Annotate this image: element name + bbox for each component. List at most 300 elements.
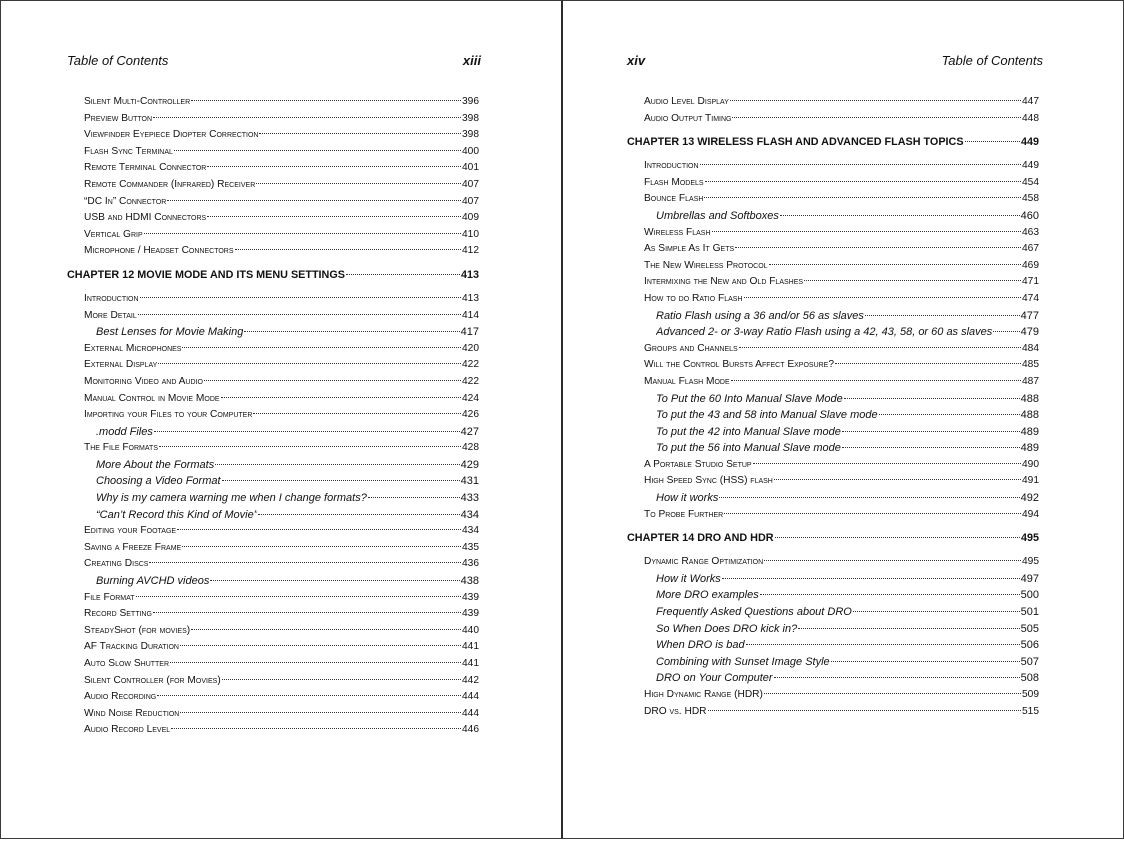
toc-entry-title: Silent Multi-Controller (84, 96, 191, 107)
toc-page-number: 407 (462, 178, 479, 190)
toc-entry-title: Groups and Channels (644, 342, 738, 354)
toc-entry (67, 127, 479, 144)
toc-page-number: 407 (462, 195, 479, 207)
toc-entry-title: Silent Controller (for Movies) (84, 674, 221, 686)
dot-leader (700, 164, 1021, 165)
dot-leader (780, 215, 1020, 216)
toc-entry (627, 94, 1039, 111)
dot-leader (764, 560, 1021, 561)
dot-leader (174, 150, 461, 151)
toc-entry-title: Wind Noise Reduction (84, 707, 180, 719)
toc-entry (627, 374, 1039, 391)
toc-page-number: 449 (1020, 136, 1039, 149)
toc-entry (627, 440, 1039, 457)
toc-entry (627, 341, 1039, 358)
toc-entry (627, 407, 1039, 424)
toc-entry-title: Importing your Files to your Computer (84, 409, 253, 421)
toc-entry (67, 523, 479, 540)
toc-entry (627, 473, 1039, 490)
toc-page-number: 441 (462, 641, 479, 653)
toc-chapter-entry (627, 530, 1039, 547)
toc-entry-title: Flash Sync Terminal (84, 145, 173, 157)
toc-entry (627, 670, 1039, 687)
toc-list (627, 94, 1039, 720)
toc-page-number: 401 (462, 162, 479, 174)
dot-leader (157, 695, 461, 696)
toc-page-number: 505 (1020, 622, 1039, 635)
toc-page-number: 420 (462, 342, 479, 354)
dot-leader (732, 117, 1021, 118)
toc-entry-title: Audio Level Display (644, 96, 729, 107)
toc-entry-title: Ratio Flash using a 36 and/or 56 as slaves (656, 309, 864, 322)
toc-entry-title: Choosing a Video Format (96, 475, 221, 488)
toc-entry-title: To Put the 60 Into Manual Slave Mode (656, 392, 843, 405)
dot-leader (842, 431, 1020, 432)
toc-page-number: 474 (1022, 292, 1039, 304)
toc-entry (67, 194, 479, 211)
toc-entry (627, 704, 1039, 721)
dot-leader (744, 297, 1021, 298)
toc-entry-title: To put the 42 into Manual Slave mode (656, 425, 841, 438)
toc-entry-title: Will the Control Bursts Affect Exposure? (644, 359, 835, 371)
toc-entry-title: High Dynamic Range (HDR) (644, 689, 763, 700)
running-head-title: Table of Contents (67, 53, 169, 68)
toc-entry (67, 573, 479, 590)
toc-entry-title: AF Tracking Duration (84, 641, 179, 653)
toc-entry-title: Remote Terminal Connector (84, 162, 207, 174)
toc-entry (627, 687, 1039, 704)
dot-leader (191, 629, 461, 630)
toc-page-number: 497 (1020, 572, 1039, 585)
dot-leader (215, 464, 459, 465)
toc-entry-title: “Can’t Record this Kind of Movie” (96, 508, 258, 521)
toc-entry (67, 391, 479, 408)
toc-entry-title: “DC In” Connector (84, 195, 167, 207)
toc-page-number: 485 (1022, 359, 1039, 371)
dot-leader (865, 315, 1020, 316)
toc-entry-title: Record Setting (84, 608, 152, 620)
toc-entry (627, 654, 1039, 671)
toc-entry (627, 225, 1039, 242)
toc-page-number: 487 (1022, 375, 1039, 387)
toc-page-number: 413 (462, 292, 479, 304)
toc-entry (627, 274, 1039, 291)
toc-entry (627, 457, 1039, 474)
toc-entry (627, 490, 1039, 507)
toc-page-number: 431 (460, 475, 479, 488)
toc-page-number: 509 (1022, 689, 1039, 700)
toc-entry (627, 587, 1039, 604)
dot-leader (712, 231, 1021, 232)
toc-entry (67, 324, 479, 341)
dot-leader (182, 347, 461, 348)
toc-entry-title: External Display (84, 359, 158, 371)
dot-leader (346, 274, 460, 275)
toc-page-number: 439 (462, 591, 479, 603)
dot-leader (731, 380, 1021, 381)
toc-entry (627, 208, 1039, 225)
dot-leader (221, 397, 461, 398)
toc-page-number: 507 (1020, 655, 1039, 668)
dot-leader (144, 233, 461, 234)
toc-page-number: 467 (1022, 243, 1039, 255)
toc-page-number: 429 (460, 458, 479, 471)
toc-page-number: 410 (462, 228, 479, 240)
toc-entry (627, 308, 1039, 325)
toc-entry-title: So When Does DRO kick in? (656, 622, 798, 635)
toc-page-number: 424 (462, 392, 479, 404)
toc-page-number: 414 (462, 309, 479, 321)
toc-page-number: 413 (460, 268, 479, 281)
toc-entry (67, 507, 479, 524)
toc-entry (627, 604, 1039, 621)
dot-leader (253, 413, 461, 414)
toc-entry (627, 191, 1039, 208)
dot-leader (704, 197, 1021, 198)
toc-entry (67, 308, 479, 325)
toc-page-number: 495 (1020, 532, 1039, 545)
dot-leader (965, 141, 1020, 142)
toc-entry (627, 554, 1039, 571)
toc-entry (627, 424, 1039, 441)
toc-entry-title: How it works (656, 492, 719, 505)
toc-entry-title: Microphone / Headset Connectors (84, 245, 234, 257)
toc-page-number: 515 (1022, 705, 1039, 717)
toc-entry-title: USB and HDMI Connectors (84, 212, 207, 224)
toc-page-number: 444 (462, 707, 479, 719)
dot-leader (719, 497, 1019, 498)
toc-entry-title: Vertical Grip (84, 228, 143, 240)
toc-page-number: 479 (1020, 326, 1039, 339)
toc-entry-title: Why is my camera warning me when I change formats? (96, 492, 367, 505)
running-head-title: Table of Contents (941, 53, 1043, 68)
toc-entry-title: SteadyShot (for movies) (84, 624, 191, 636)
dot-leader (182, 546, 461, 547)
toc-entry (627, 357, 1039, 374)
toc-entry-title: Introduction (644, 160, 699, 172)
toc-page-number: 398 (462, 129, 479, 141)
toc-page-number: 422 (462, 359, 479, 371)
toc-entry (67, 639, 479, 656)
toc-page-number: 501 (1020, 606, 1039, 619)
toc-entry (67, 673, 479, 690)
toc-chapter-entry (67, 267, 479, 284)
toc-entry-title: Combining with Sunset Image Style (656, 655, 830, 668)
dot-leader (167, 200, 461, 201)
toc-entry (67, 623, 479, 640)
dot-leader (774, 677, 1020, 678)
dot-leader (256, 183, 461, 184)
toc-entry-title: The File Formats (84, 442, 158, 454)
toc-entry-title: DRO vs. HDR (644, 705, 707, 717)
dot-leader (153, 612, 461, 613)
dot-leader (136, 596, 461, 597)
dot-leader (774, 479, 1021, 480)
toc-page-number: 447 (1022, 96, 1039, 107)
dot-leader (207, 166, 461, 167)
toc-page-number: 439 (462, 608, 479, 620)
toc-entry-title: Manual Flash Mode (644, 375, 730, 387)
toc-entry-title: Audio Record Level (84, 724, 171, 736)
dot-leader (180, 712, 461, 713)
left-page (0, 0, 563, 839)
toc-entry (67, 94, 479, 111)
toc-page-number: 488 (1020, 392, 1039, 405)
toc-page-number: 491 (1022, 475, 1039, 487)
toc-entry (67, 540, 479, 557)
page-folio: xiii (462, 53, 481, 68)
toc-entry-title: CHAPTER 14 DRO AND HDR (627, 532, 774, 545)
toc-page-number: 436 (462, 558, 479, 570)
toc-entry (627, 241, 1039, 258)
dot-leader (804, 280, 1021, 281)
toc-page-number: 500 (1020, 589, 1039, 602)
toc-entry-title: Umbrellas and Softboxes (656, 209, 779, 222)
toc-entry-title: The New Wireless Protocol (644, 259, 768, 271)
toc-page-number: 446 (462, 724, 479, 736)
dot-leader (993, 331, 1019, 332)
dot-leader (764, 693, 1021, 694)
toc-entry-title: Dynamic Range Optimization (644, 556, 764, 568)
toc-entry-title: More Detail (84, 309, 137, 321)
toc-entry-title: Best Lenses for Movie Making (96, 326, 244, 339)
dot-leader (153, 117, 461, 118)
toc-entry-title: Saving a Freeze Frame (84, 541, 182, 553)
dot-leader (798, 628, 1019, 629)
toc-entry (67, 227, 479, 244)
toc-page-number: 454 (1022, 176, 1039, 188)
dot-leader (191, 100, 461, 101)
dot-leader (879, 414, 1020, 415)
toc-entry-title: As Simple As It Gets (644, 243, 735, 255)
toc-entry-title: High Speed Sync (HSS) flash (644, 475, 773, 487)
dot-leader (177, 529, 461, 530)
toc-entry-title: To put the 43 and 58 into Manual Slave mode (656, 409, 878, 422)
toc-entry-title: Audio Recording (84, 691, 157, 703)
toc-page-number: 435 (462, 541, 479, 553)
toc-entry (67, 210, 479, 227)
dot-leader (171, 728, 461, 729)
dot-leader (844, 398, 1020, 399)
dot-leader (244, 331, 459, 332)
toc-page-number: 506 (1020, 639, 1039, 652)
toc-entry (67, 490, 479, 507)
page-folio: xiv (627, 53, 646, 68)
dot-leader (222, 480, 460, 481)
toc-entry-title: Bounce Flash (644, 193, 704, 205)
dot-leader (210, 580, 459, 581)
toc-page-number: 449 (1022, 160, 1039, 172)
toc-entry-title: Viewfinder Eyepiece Diopter Correction (84, 129, 259, 141)
dot-leader (705, 181, 1021, 182)
toc-entry (67, 243, 479, 260)
dot-leader (735, 247, 1021, 248)
toc-page-number: 490 (1022, 458, 1039, 470)
toc-entry (627, 571, 1039, 588)
dot-leader (138, 314, 461, 315)
toc-entry (67, 177, 479, 194)
toc-page-number: 428 (462, 442, 479, 454)
toc-page-number: 441 (462, 658, 479, 669)
toc-entry (67, 722, 479, 739)
dot-leader (259, 133, 461, 134)
toc-page-number: 489 (1020, 442, 1039, 455)
toc-entry (67, 144, 479, 161)
dot-leader (149, 562, 461, 563)
dot-leader (159, 446, 461, 447)
toc-entry (67, 556, 479, 573)
toc-entry-title: .modd Files (96, 425, 153, 438)
toc-entry-title: External Microphones (84, 342, 182, 354)
toc-entry-title: CHAPTER 13 WIRELESS FLASH AND ADVANCED FLASH TOPICS (627, 136, 964, 149)
toc-entry (67, 689, 479, 706)
toc-entry-title: Preview Button (84, 112, 153, 124)
toc-entry (67, 291, 479, 308)
toc-entry-title: Remote Commander (Infrared) Receiver (84, 178, 256, 190)
dot-leader (140, 297, 461, 298)
toc-page-number: 438 (460, 575, 479, 588)
toc-page-number: 463 (1022, 226, 1039, 238)
toc-page-number: 469 (1022, 259, 1039, 271)
dot-leader (835, 363, 1021, 364)
toc-entry-title: Burning AVCHD videos (96, 575, 210, 588)
toc-entry (627, 637, 1039, 654)
dot-leader (724, 513, 1021, 514)
toc-entry-title: To put the 56 into Manual Slave mode (656, 442, 841, 455)
toc-entry (67, 590, 479, 607)
toc-page-number: 448 (1022, 112, 1039, 124)
dot-leader (760, 594, 1020, 595)
toc-entry (627, 324, 1039, 341)
dot-leader (207, 216, 461, 217)
dot-leader (730, 100, 1021, 101)
dot-leader (170, 662, 461, 663)
toc-page-number: 400 (462, 145, 479, 157)
toc-entry-title: To Probe Further (644, 508, 724, 520)
toc-entry-title: Manual Control in Movie Mode (84, 392, 220, 404)
toc-entry-title: Auto Slow Shutter (84, 658, 170, 669)
toc-entry (627, 111, 1039, 128)
toc-page-number: 442 (462, 674, 479, 686)
toc-entry-title: File Format (84, 591, 135, 603)
toc-entry-title: Intermixing the New and Old Flashes (644, 276, 804, 288)
toc-entry (627, 158, 1039, 175)
toc-page-number: 422 (462, 375, 479, 387)
running-head (627, 53, 1043, 71)
toc-entry-title: DRO on Your Computer (656, 672, 773, 685)
toc-page-number: 495 (1022, 556, 1039, 568)
toc-entry-title: Audio Output Timing (644, 112, 732, 124)
toc-entry (67, 606, 479, 623)
toc-entry (67, 706, 479, 723)
toc-entry-title: How to do Ratio Flash (644, 292, 743, 304)
toc-entry-title: Advanced 2- or 3-way Ratio Flash using a 42, 43, 58, or 60 as slaves (656, 326, 993, 339)
toc-entry (627, 507, 1039, 524)
toc-entry (627, 621, 1039, 638)
toc-page-number: 492 (1020, 492, 1039, 505)
toc-page-number: 434 (460, 508, 479, 521)
dot-leader (368, 497, 460, 498)
toc-page-number: 444 (462, 691, 479, 703)
toc-entry-title: More DRO examples (656, 589, 759, 602)
toc-entry (67, 111, 479, 128)
toc-entry (627, 391, 1039, 408)
toc-page-number: 508 (1020, 672, 1039, 685)
toc-entry (67, 457, 479, 474)
dot-leader (739, 347, 1021, 348)
toc-chapter-entry (627, 134, 1039, 151)
dot-leader (708, 710, 1021, 711)
toc-page-number: 427 (460, 425, 479, 438)
toc-entry (67, 440, 479, 457)
dot-leader (842, 447, 1020, 448)
toc-entry-title: Introduction (84, 292, 139, 304)
running-head (67, 53, 481, 71)
dot-leader (853, 611, 1020, 612)
toc-page-number: 477 (1020, 309, 1039, 322)
toc-entry (67, 357, 479, 374)
dot-leader (831, 661, 1020, 662)
dot-leader (180, 645, 461, 646)
toc-list (67, 94, 479, 739)
toc-page-number: 460 (1020, 209, 1039, 222)
dot-leader (154, 431, 460, 432)
dot-leader (746, 644, 1020, 645)
dot-leader (775, 537, 1020, 538)
toc-entry (67, 424, 479, 441)
dot-leader (769, 264, 1021, 265)
toc-page-number: 426 (462, 409, 479, 421)
toc-entry (67, 407, 479, 424)
dot-leader (722, 578, 1020, 579)
right-page (563, 0, 1124, 839)
toc-entry-title: Monitoring Video and Audio (84, 375, 203, 387)
toc-page-number: 434 (462, 525, 479, 537)
toc-page-number: 484 (1022, 342, 1039, 354)
toc-entry-title: More About the Formats (96, 458, 215, 471)
toc-entry (627, 175, 1039, 192)
toc-entry-title: Editing your Footage (84, 525, 177, 537)
toc-entry-title: Wireless Flash (644, 226, 711, 238)
toc-entry (627, 291, 1039, 308)
toc-entry-title: CHAPTER 12 MOVIE MODE AND ITS MENU SETTINGS (67, 268, 345, 281)
dot-leader (258, 514, 459, 515)
toc-page-number: 409 (462, 212, 479, 224)
toc-entry-title: Flash Models (644, 176, 704, 188)
toc-entry-title: A Portable Studio Setup (644, 458, 752, 470)
toc-entry (627, 258, 1039, 275)
toc-entry-title: When DRO is bad (656, 639, 745, 652)
toc-page-number: 471 (1022, 276, 1039, 288)
toc-page-number: 417 (460, 326, 479, 339)
dot-leader (235, 249, 461, 250)
toc-entry-title: How it Works (656, 572, 721, 585)
toc-page-number: 489 (1020, 425, 1039, 438)
toc-entry (67, 160, 479, 177)
toc-entry (67, 473, 479, 490)
dot-leader (204, 380, 461, 381)
toc-page-number: 396 (462, 96, 479, 107)
toc-page-number: 440 (462, 624, 479, 636)
toc-page-number: 433 (460, 492, 479, 505)
dot-leader (753, 463, 1021, 464)
toc-page-number: 458 (1022, 193, 1039, 205)
toc-page-number: 488 (1020, 409, 1039, 422)
toc-page-number: 398 (462, 112, 479, 124)
toc-page-number: 412 (462, 245, 479, 257)
toc-page-number: 494 (1022, 508, 1039, 520)
toc-entry (67, 656, 479, 673)
